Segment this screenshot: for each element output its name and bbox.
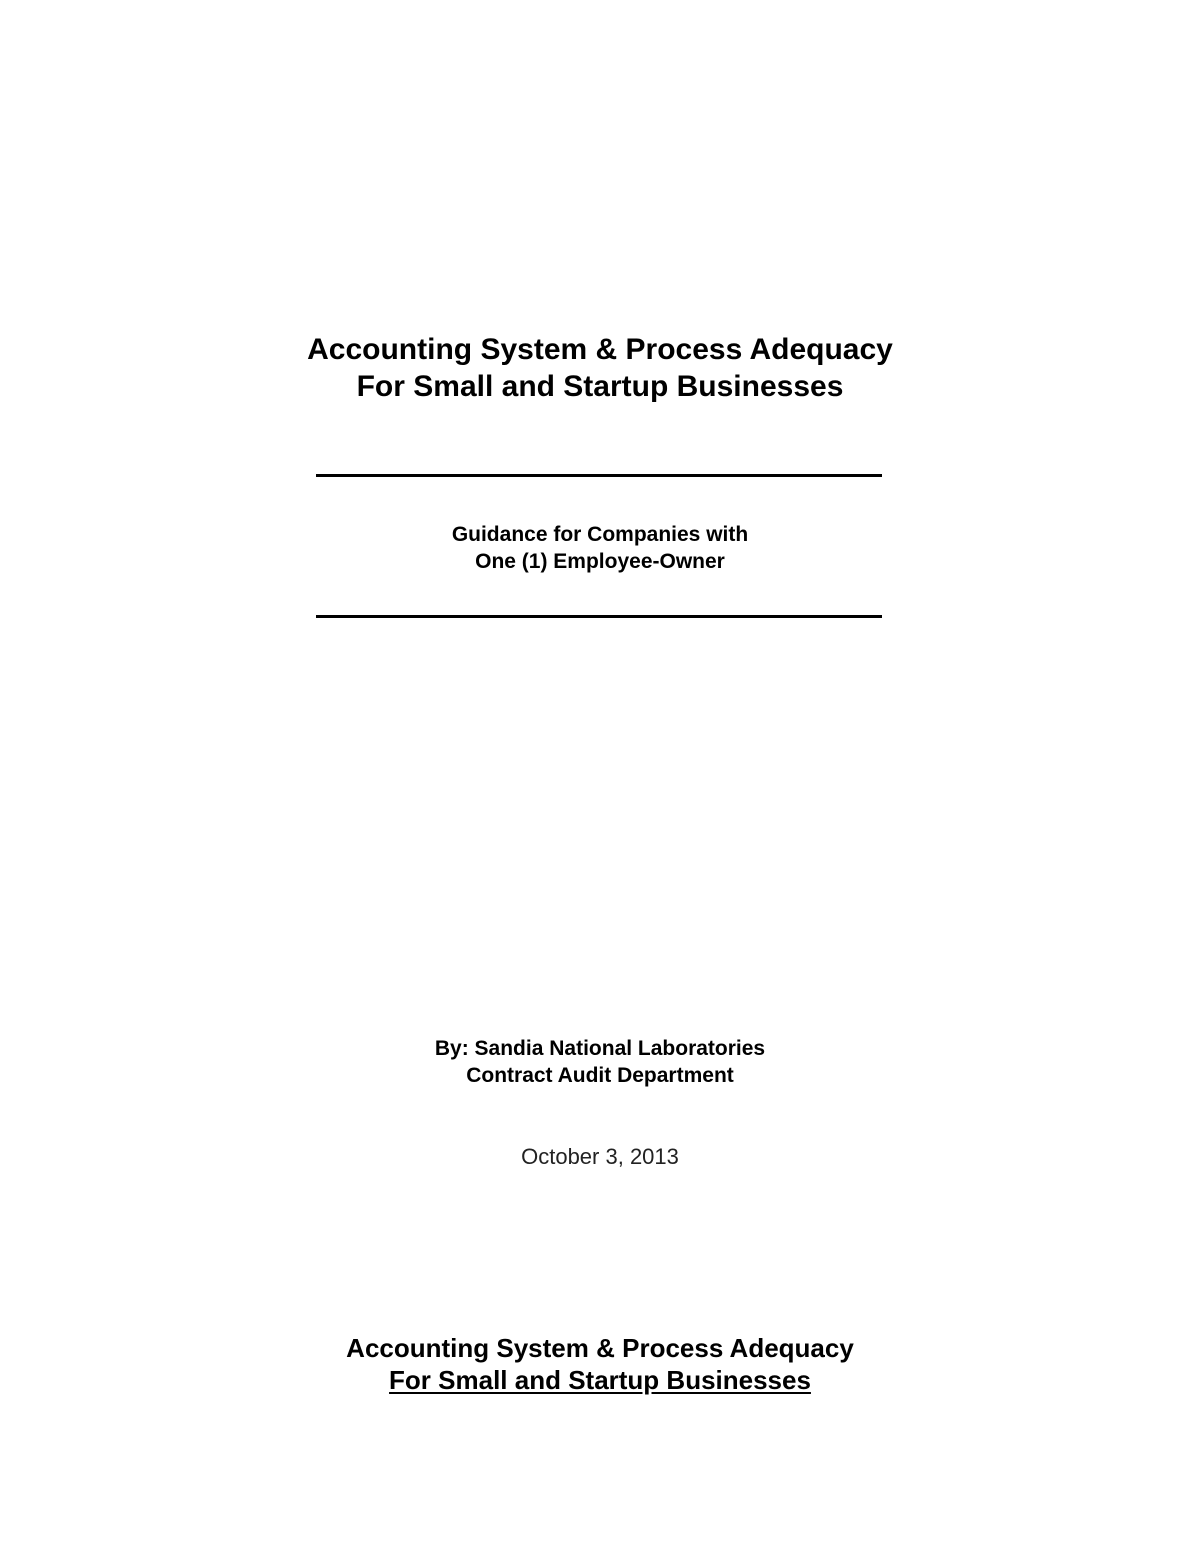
next-heading-line-1: Accounting System & Process Adequacy: [346, 1333, 854, 1363]
horizontal-rule-top: [316, 474, 882, 477]
document-author: [0, 1035, 1200, 1089]
title-line-1: Accounting System & Process Adequacy: [307, 333, 893, 366]
document-subtitle: [0, 521, 1200, 575]
subtitle-line-1: Guidance for Companies with: [451, 523, 749, 546]
document-title: [0, 331, 1200, 405]
document-date: October 3, 2013: [521, 1144, 679, 1169]
horizontal-rule-bottom: [316, 615, 882, 618]
author-line-2: Contract Audit Department: [466, 1064, 734, 1087]
subtitle-line-2: One (1) Employee-Owner: [475, 550, 725, 573]
next-page-heading: [0, 1332, 1200, 1396]
next-heading-line-2: For Small and Startup Businesses: [389, 1365, 811, 1395]
title-line-2: For Small and Startup Businesses: [356, 370, 844, 403]
author-line-1: By: Sandia National Laboratories: [434, 1037, 766, 1060]
